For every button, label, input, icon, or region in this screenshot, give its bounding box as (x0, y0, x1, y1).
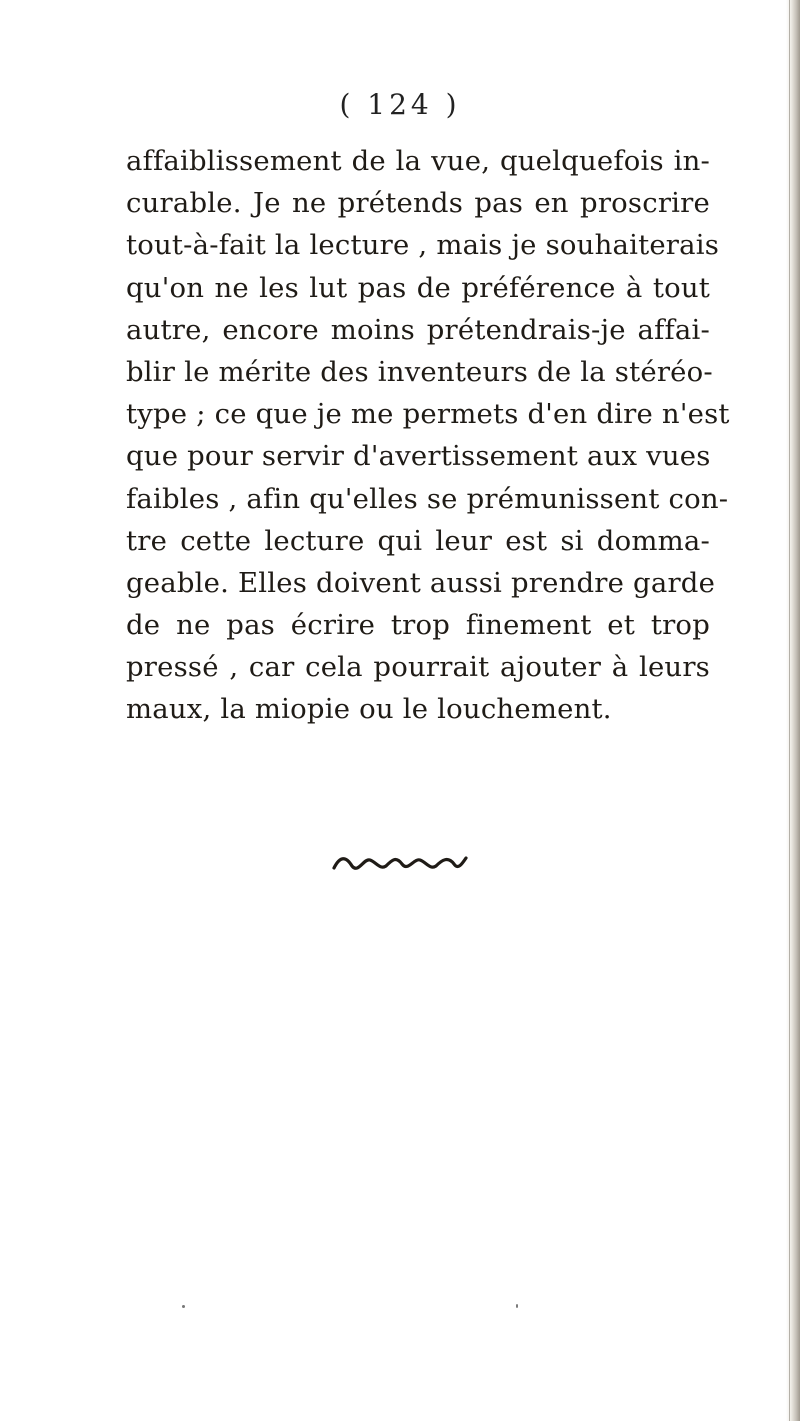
wavy-rule-ornament-icon (0, 852, 800, 876)
text-line: blir le mérite des inventeurs de la stéréo- (126, 355, 713, 388)
text-line: tout-à-fait la lecture , mais je souhaiterais (126, 229, 720, 262)
text-line: autre, encore moins prétendrais-je affai- (126, 313, 710, 346)
ornament-svg (330, 852, 470, 876)
text-line: curable. Je ne prétends pas en proscrire (126, 187, 710, 220)
text-line: qu'on ne les lut pas de préférence à tout (126, 271, 710, 304)
paper-speck (182, 1305, 185, 1308)
page-number: ( 124 ) (339, 88, 461, 121)
text-line: type ; ce que je me permets d'en dire n'est (126, 398, 730, 431)
text-line: que pour servir d'avertissement aux vues (126, 440, 711, 473)
text-line: faibles , afin qu'elles se prémunissent con- (126, 482, 729, 515)
text-line: maux, la miopie ou le louchement. (126, 693, 612, 726)
text-line: tre cette lecture qui leur est si domma- (126, 524, 710, 557)
text-line: de ne pas écrire trop finement et trop (126, 609, 710, 642)
text-line: pressé , car cela pourrait ajouter à leurs (126, 651, 710, 684)
page-edge-line (789, 0, 790, 1421)
text-line: geable. Elles doivent aussi prendre garde (126, 566, 716, 599)
text-line: affaiblissement de la vue, quelquefois in- (126, 145, 710, 177)
paper-speck (516, 1304, 518, 1308)
ornament-wave (334, 858, 466, 868)
body-text (126, 140, 730, 731)
